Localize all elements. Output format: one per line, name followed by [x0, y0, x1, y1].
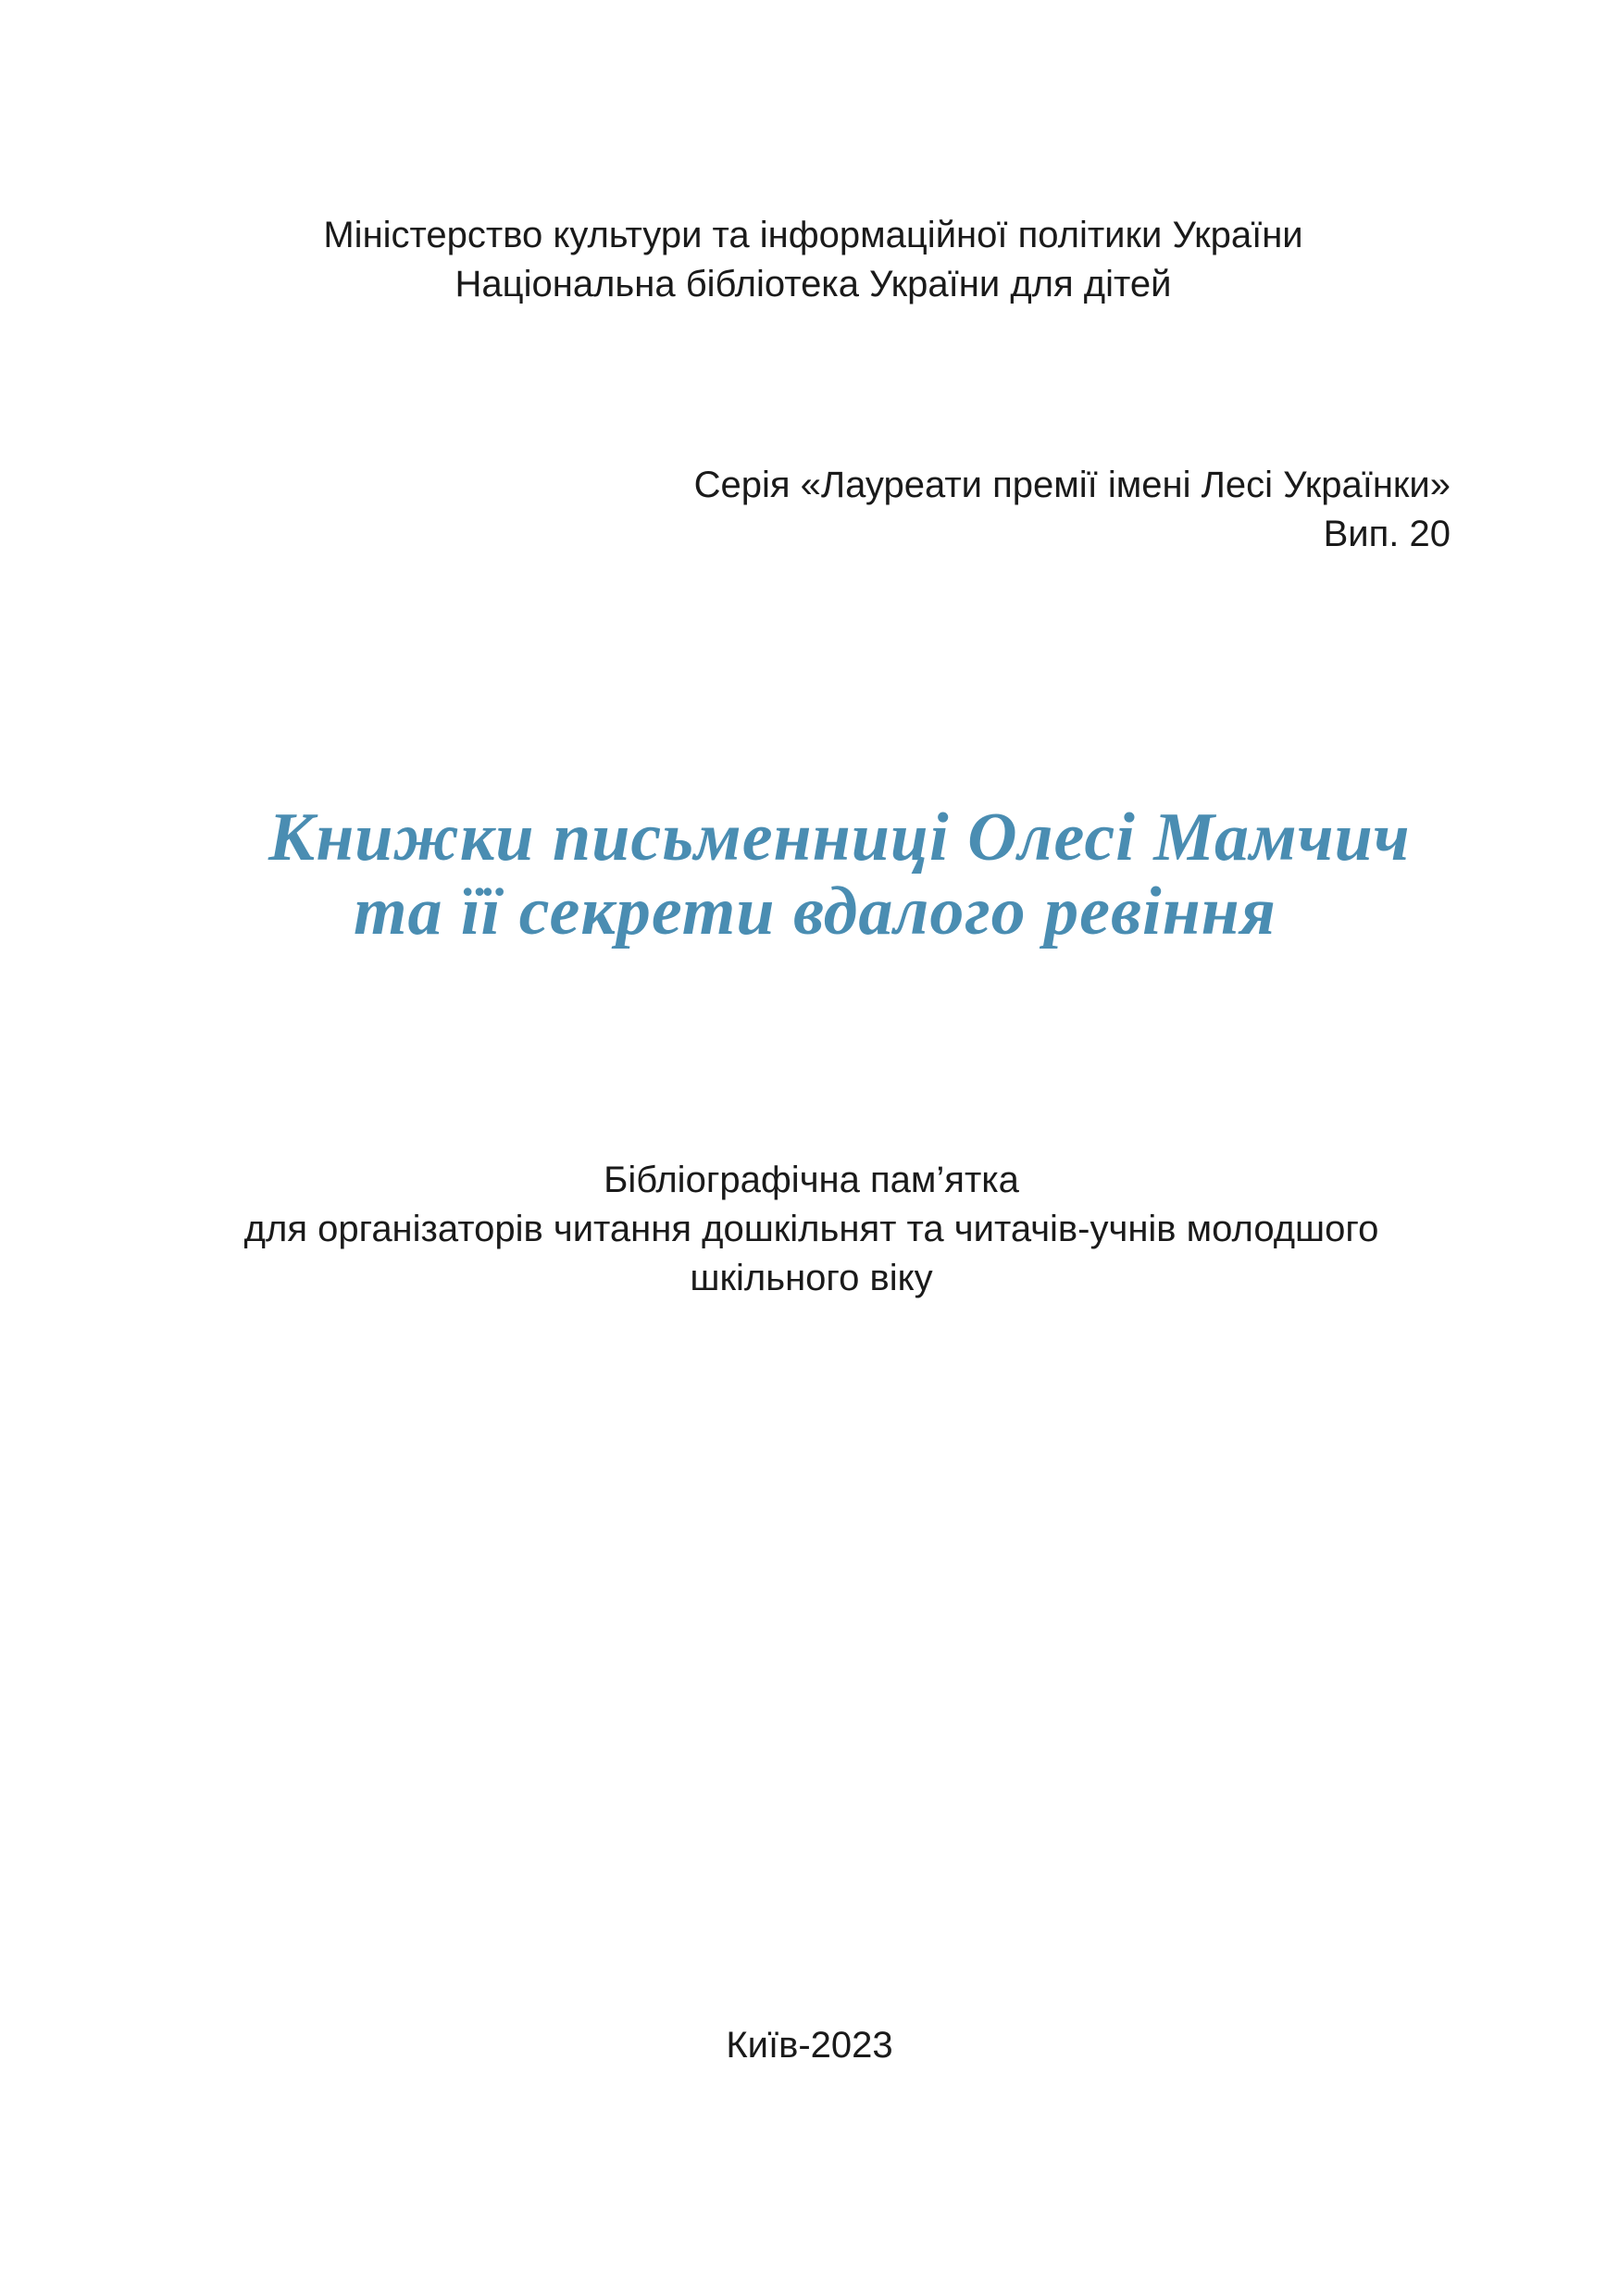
imprint	[0, 2021, 1619, 2070]
title-line-2: та її секрети вдалого ревіння	[354, 874, 1277, 949]
document-subtitle	[0, 1156, 1619, 1303]
place-and-year: Київ-2023	[726, 2025, 893, 2066]
ministry-name: Міністерство культури та інформаційної політики України	[323, 215, 1303, 255]
document-title	[0, 800, 1619, 949]
issue-number: Вип. 20	[1323, 514, 1451, 554]
series-info	[0, 461, 1451, 559]
subtitle-line-3: шкільного віку	[690, 1258, 933, 1298]
title-line-1: Книжки письменниці Олесі Мамчич	[268, 800, 1411, 875]
subtitle-line-1: Бібліографічна пам’ятка	[604, 1160, 1019, 1200]
series-name: Серія «Лауреати премії імені Лесі Українки»	[693, 465, 1451, 505]
publisher-header	[0, 211, 1619, 309]
subtitle-line-2: для організаторів читання дошкільнят та читачів-учнів молодшого	[243, 1209, 1379, 1249]
library-name: Національна бібліотека України для дітей	[455, 264, 1172, 304]
